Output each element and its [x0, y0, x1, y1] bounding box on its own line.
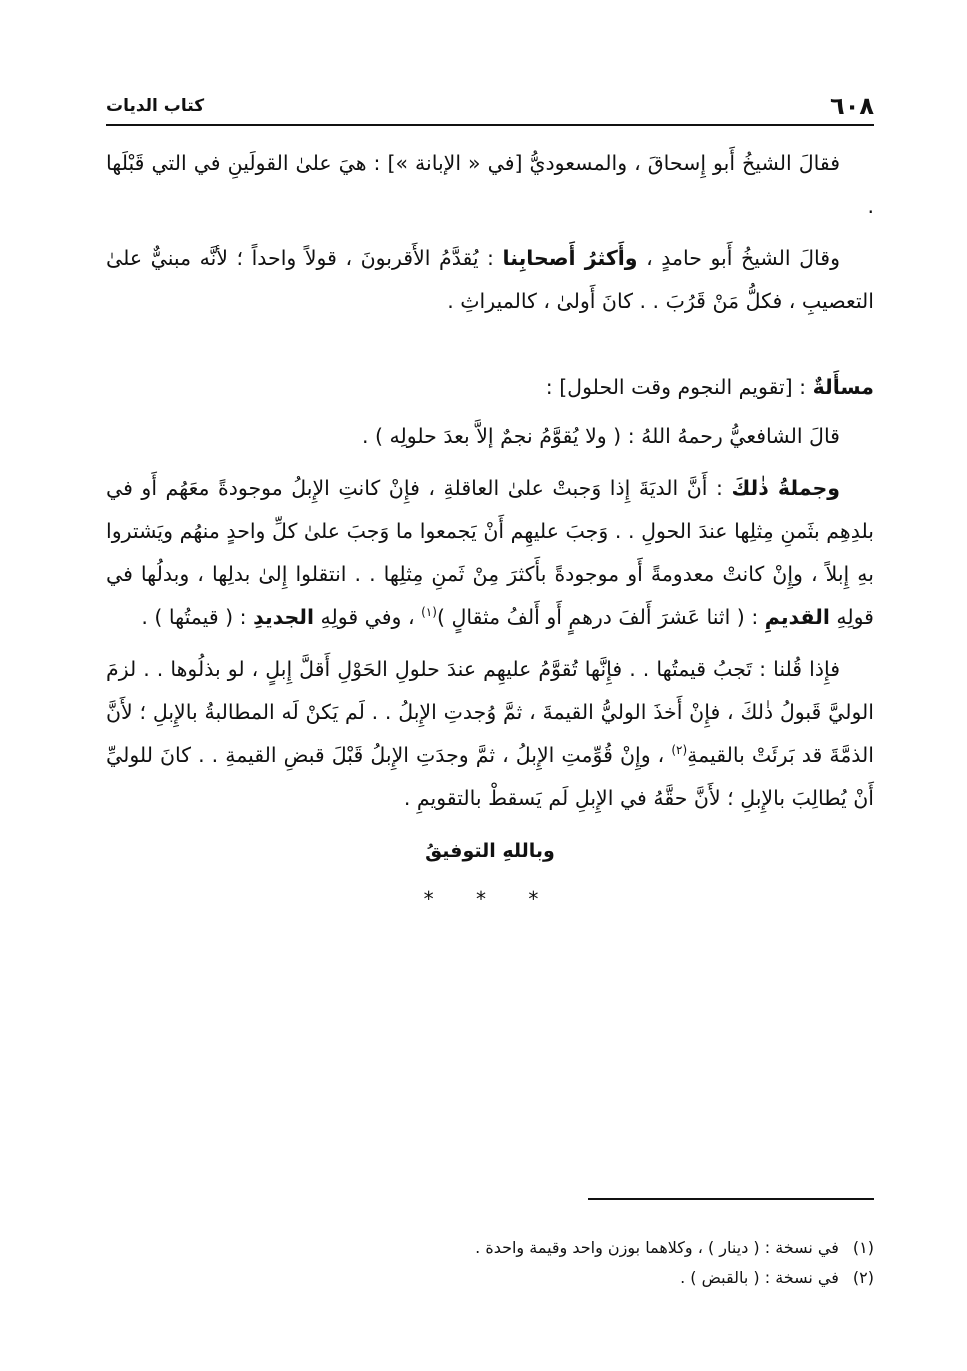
paragraph-2-bold: وأَكثرُ أَصحابِنا: [502, 246, 638, 270]
page-header: [106, 88, 874, 124]
footnote-rule: [588, 1198, 874, 1200]
paragraph-5-text-a: فإِذا قُلنا : تَجبُ قيمتُها . . فإِنَّها تُقوَّمُ عليهِم عندَ حلولِ الحَوْلِ أَقلَّ إِبلٍ ، لو بذلُوها . . لزمَ الوليَّ قَبولُ ذٰلكَ ، فإِنْ أَخذَ الوليُّ القيمةَ ، ثمَّ وُجدتِ الإِبلُ . . لَم يَكنْ لَه المطالبةُ بالإِبلِ ؛ لأَنَّ الذمَّةَ قد بَرئَتْ بالقيمةِ: [106, 657, 875, 767]
section-gap: [106, 332, 874, 366]
issue-title: : [تقويم النجوم وقت الحلول] :: [545, 375, 813, 399]
footnote-2: [174, 1263, 874, 1293]
header-rule: [106, 124, 874, 126]
shafii-quote: [106, 415, 874, 458]
section-divider-stars: * * *: [423, 887, 557, 911]
footnote-ref-1[interactable]: (١): [421, 605, 437, 620]
issue-heading: [106, 366, 874, 409]
issue-label: مسأَلةٌ: [812, 375, 874, 399]
running-title: كتاب الديات: [106, 96, 205, 116]
closing-phrase: وباللهِ التوفيقُ: [425, 840, 555, 862]
main-text: [106, 142, 874, 921]
page-number: ٦٠٨: [830, 92, 874, 120]
footnote-1: [174, 1233, 874, 1263]
paragraph-4-text-a: : أَنَّ الديَةَ إِذا وَجبتْ علىٰ العاقلةِ ، فإِنْ كانتِ الإِبلُ موجودةً معَهُم أَو في بلدِهِم بثَمنِ مِثلِها عندَ الحولِ . . وَجبَ عليهِم أَنْ يَجمعوا ما وَجبَ علىٰ كلِّ واحدٍ منهُم ويَشتروا بهِ إِبلاً ، وإِنْ كانتْ معدومةً أَو موجودةً بأَكثرَ مِنْ ثَمنِ مِثلِها . . انتقلوا إِلىٰ بدلِها ، وبدلُها في قولِهِ: [106, 476, 874, 629]
paragraph-4: [106, 467, 874, 639]
footnote-1-number: (١): [852, 1238, 874, 1257]
paragraph-4-jadid: الجديدِ: [253, 605, 314, 629]
paragraph-2: [106, 237, 874, 323]
paragraph-4-text-c: ، وفي قولِهِ: [314, 605, 422, 629]
paragraph-2-part-a: وقالَ الشيخُ أَبو حامدٍ ،: [637, 246, 840, 270]
paragraph-1-text: فقالَ الشيخُ أَبو إِسحاقَ ، والمسعوديُّ [في « الإبانة »] : هيَ علىٰ القولَينِ في التي قَبْلَها .: [106, 151, 874, 218]
paragraph-1: [106, 142, 874, 228]
shafii-quote-text: قالَ الشافعيُّ رحمهُ اللهُ : ( ولا يُقوَّمُ نجمٌ إلاَّ بعدَ حلولِه ) .: [361, 424, 840, 448]
footnote-2-number: (٢): [852, 1268, 874, 1287]
paragraph-5-text-b: ، وإِنْ قُوِّمتِ الإِبلُ ، ثمَّ وجدَتِ الإِبلُ قَبْلَ قبضِ القيمةِ . . كانَ للوليِّ أَنْ يُطالِبَ بالإِبلِ ؛ لأَنَّ حقَّهُ في الإِبلِ لَم يَسقطْ بالتقويمِ .: [106, 743, 874, 810]
paragraph-4-lead: وجملةُ ذٰلكَ: [731, 476, 840, 500]
paragraph-4-qadim: القديمِ: [764, 605, 830, 629]
footnote-2-text: في نسخة : ( بالقبض ) .: [680, 1268, 839, 1287]
paragraph-2-part-c: : يُقدَّمُ الأَقربونَ ، قولاً واحداً ؛ لأنَّه مبنيٌّ علىٰ التعصيبِ ، فكلُّ مَنْ قَرُبَ . . كانَ أَولىٰ ، كالميراثِ .: [106, 246, 874, 313]
paragraph-4-text-b: : ( اثنا عَشرَ أَلفَ درهمٍ أَو أَلفُ مثقالٍ ): [436, 605, 765, 629]
paragraph-5: [106, 648, 874, 820]
footnote-1-text: في نسخة : ( دينار ) ، وكلاهما بوزن واحد وقيمة واحدة .: [475, 1238, 839, 1257]
paragraph-4-text-d: : ( قيمتُها ) .: [141, 605, 254, 629]
footnotes: [174, 1233, 874, 1293]
footnote-ref-2[interactable]: (٢): [671, 743, 688, 758]
